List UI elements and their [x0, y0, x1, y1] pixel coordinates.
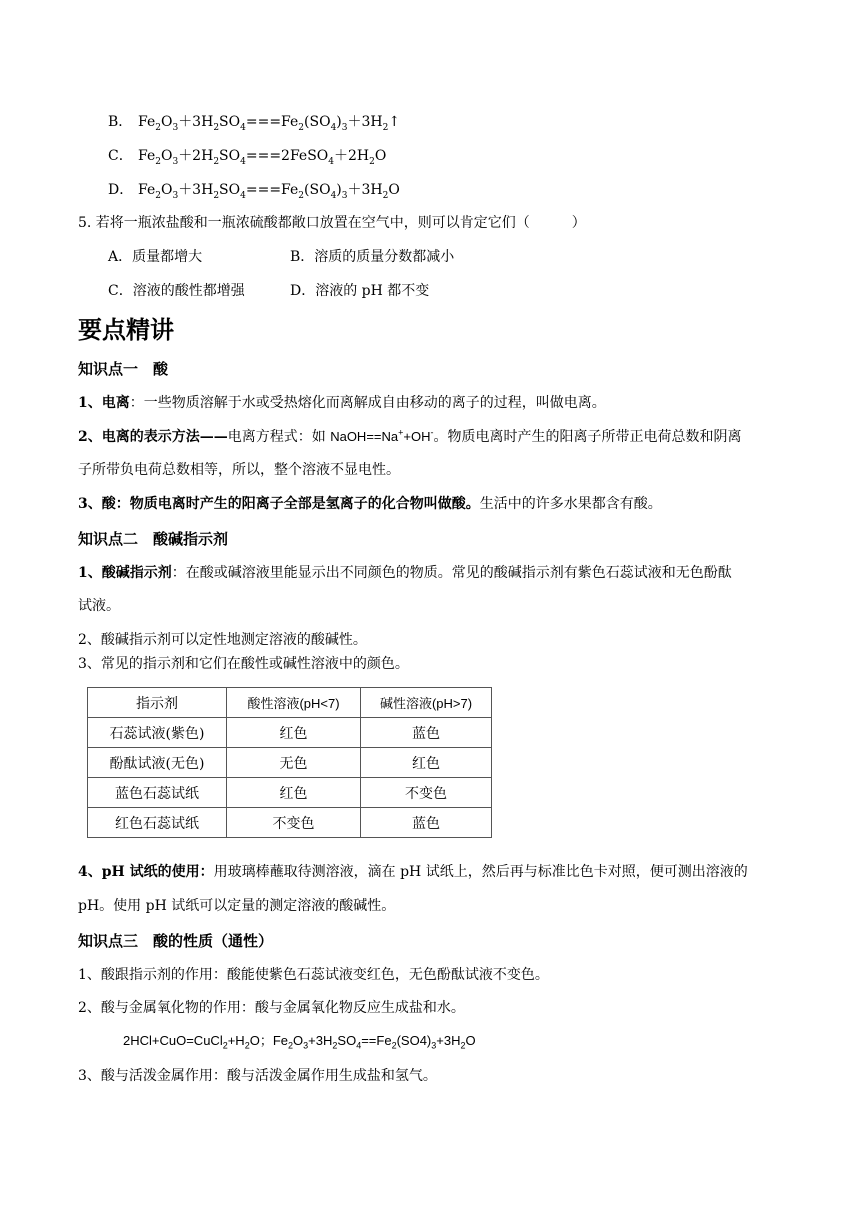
term-label: 2、电离的表示方法——	[78, 429, 228, 445]
kp3-equation: $2HCl+CuO=CuCl_2+H_2O$；$Fe_2O_3+3H_2SO_4==Fe_2(SO4)_3+3H_2O$	[123, 1033, 476, 1051]
table-cell: 不变色	[361, 778, 492, 808]
option-label: C．	[108, 148, 133, 164]
table-header-cell: 指示剂	[88, 688, 227, 718]
option-label: D．	[108, 182, 134, 198]
table-cell: 蓝色	[361, 808, 492, 838]
q5-option-d: D．溶液的 pH 都不变	[290, 283, 430, 299]
kp3-p1: 1、酸跟指示剂的作用：酸能使紫色石蕊试液变红色，无色酚酞试液不变色。	[78, 967, 549, 983]
q5-stem: 5. 若将一瓶浓盐酸和一瓶浓硫酸都敞口放置在空气中，则可以肯定它们（ ）	[78, 215, 586, 231]
kp2-p4	[78, 862, 748, 882]
kp2-p1	[78, 563, 732, 583]
paragraph-text: 生活中的许多水果都含有酸。	[479, 496, 662, 512]
equation: $Fe_2O_3+3H_2SO_4===Fe_2(SO_4)_3+3H_2↑$	[138, 114, 401, 133]
q5-option-b: B．溶质的质量分数都减小	[290, 249, 455, 265]
table-cell: 酚酞试液(无色)	[88, 748, 227, 778]
kp2-p1-line2: 试液。	[78, 598, 120, 614]
table-cell: 蓝色	[361, 718, 492, 748]
table-cell: 红色	[227, 778, 361, 808]
table-header-cell: 碱性溶液(pH>7)	[361, 688, 492, 718]
table-cell: 石蕊试液(紫色)	[88, 718, 227, 748]
q4-option-b	[108, 112, 400, 132]
kp1-p1	[78, 393, 606, 413]
term-label: 1、酸碱指示剂	[78, 565, 172, 581]
term-label: 4、pH 试纸的使用：	[78, 864, 214, 880]
table-row	[88, 748, 492, 778]
indicator-table	[87, 687, 492, 838]
q5-option-a: A．质量都增大	[108, 249, 203, 265]
equation: $Fe_2O_3+2H_2SO_4===2FeSO_4+2H_2O$	[138, 148, 387, 167]
table-cell: 无色	[227, 748, 361, 778]
table-row	[88, 808, 492, 838]
kp3-p3: 3、酸与活泼金属作用：酸与活泼金属作用生成盐和氢气。	[78, 1068, 437, 1084]
term-label: 3、酸：	[78, 496, 130, 512]
table-row	[88, 718, 492, 748]
term-label: 1、电离	[78, 395, 130, 411]
table-cell: 蓝色石蕊试纸	[88, 778, 227, 808]
paragraph-text: ：一些物质溶解于水或受热熔化而离解成自由移动的离子的过程，叫做电离。	[129, 395, 606, 411]
q4-option-c	[108, 146, 386, 166]
ionization-equation: NaOH==Na++OH-	[330, 427, 434, 444]
definition-text: 物质电离时产生的阳离子全部是氢离子的化合物叫做酸。	[129, 496, 480, 512]
table-row	[88, 778, 492, 808]
q5-option-c: C．溶液的酸性都增强	[108, 283, 245, 299]
option-label: B．	[108, 114, 133, 130]
kp1-title: 知识点一 酸	[78, 360, 169, 378]
kp1-p3	[78, 494, 662, 514]
table-cell: 红色	[227, 718, 361, 748]
kp1-p2	[78, 427, 741, 447]
table-header-cell: 酸性溶液(pH<7)	[227, 688, 361, 718]
paragraph-text: 。物质电离时产生的阳离子所带正电荷总数和阴离	[433, 429, 742, 445]
section-title: 要点精讲	[78, 315, 174, 344]
table-cell: 红色石蕊试纸	[88, 808, 227, 838]
q4-option-d	[108, 180, 400, 200]
table-cell: 不变色	[227, 808, 361, 838]
paragraph-text: ：在酸或碱溶液里能显示出不同颜色的物质。常见的酸碱指示剂有紫色石蕊试液和无色酚酞	[171, 565, 732, 581]
table-header-row	[88, 688, 492, 718]
paragraph-text: 用玻璃棒蘸取待测溶液，滴在 pH 试纸上，然后再与标准比色卡对照，便可测出溶液的	[213, 864, 748, 880]
equation: $Fe_2O_3+3H_2SO_4===Fe_2(SO_4)_3+3H_2O$	[138, 182, 400, 201]
kp1-p2-line2: 子所带负电荷总数相等，所以，整个溶液不显电性。	[78, 462, 400, 478]
kp3-title: 知识点三 酸的性质（通性）	[78, 932, 274, 950]
kp2-title: 知识点二 酸碱指示剂	[78, 530, 229, 548]
kp2-p4-line2: pH。使用 pH 试纸可以定量的测定溶液的酸碱性。	[78, 898, 396, 914]
paragraph-text: 电离方程式：如	[227, 429, 331, 445]
kp2-p2: 2、酸碱指示剂可以定性地测定溶液的酸碱性。	[78, 632, 367, 648]
kp2-p3: 3、常见的指示剂和它们在酸性或碱性溶液中的颜色。	[78, 656, 409, 672]
table-cell: 红色	[361, 748, 492, 778]
kp3-p2: 2、酸与金属氧化物的作用：酸与金属氧化物反应生成盐和水。	[78, 1000, 465, 1016]
